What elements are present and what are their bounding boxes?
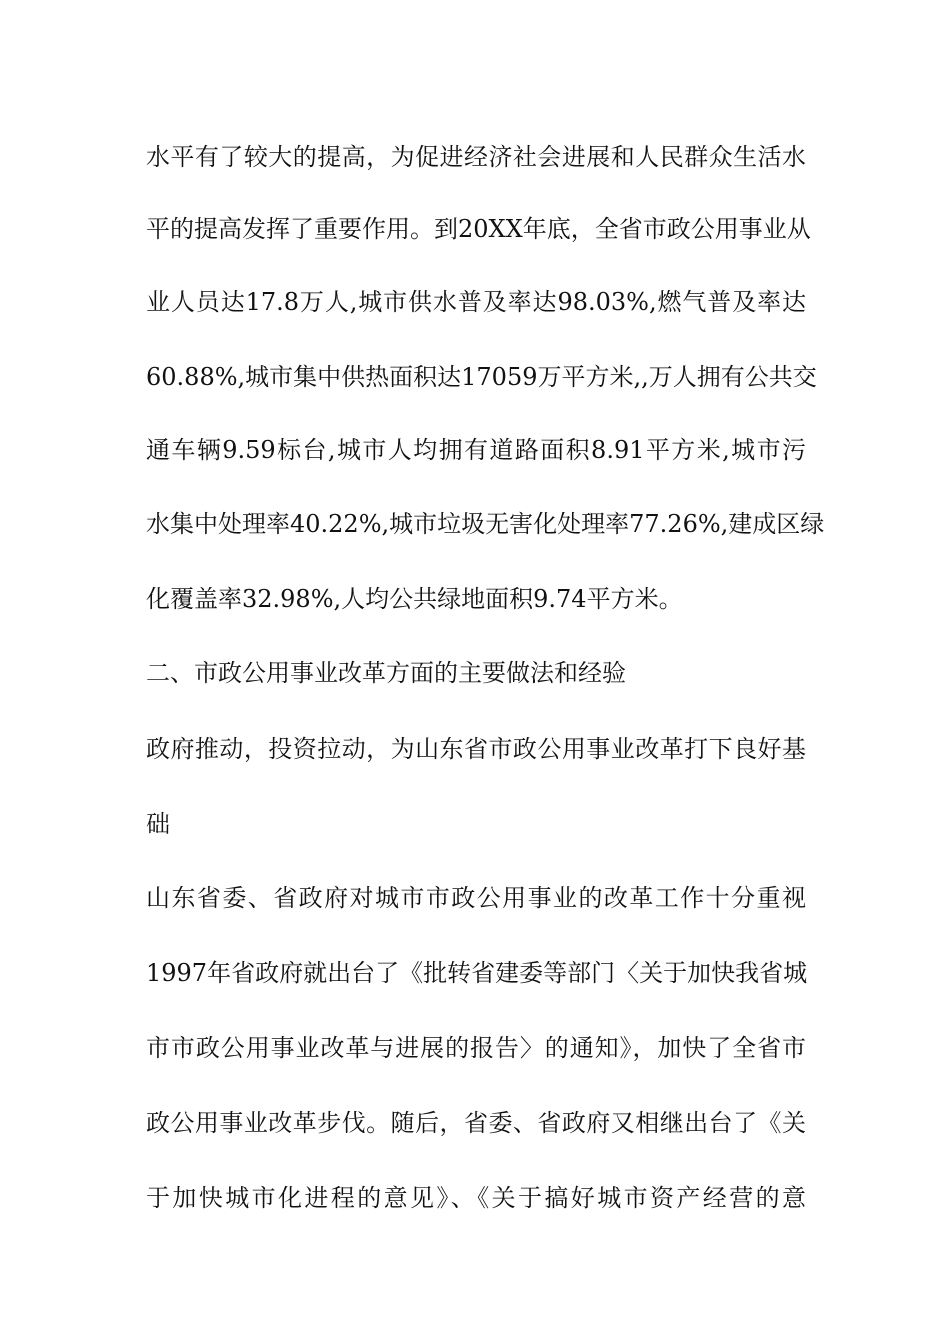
subheading-line-2: 础 <box>146 810 170 838</box>
text-line-6: 水集中处理率40.22%,城市垃圾无害化处理率77.26%,建成区绿 <box>146 510 825 538</box>
text-line-15: 于加快城市化进程的意见》、《关于搞好城市资产经营的意 <box>146 1184 806 1212</box>
text-line-3: 业人员达17.8万人,城市供水普及率达98.03%,燃气普及率达 <box>146 288 806 316</box>
text-line-12: 1997年省政府就出台了《批转省建委等部门〈关于加快我省城 <box>146 959 808 987</box>
text-line-4: 60.88%,城市集中供热面积达17059万平方米,,万人拥有公共交 <box>146 363 817 391</box>
text-line-11: 山东省委、省政府对城市市政公用事业的改革工作十分重视 <box>146 884 806 912</box>
text-line-5: 通车辆9.59标台,城市人均拥有道路面积8.91平方米,城市污 <box>146 436 806 464</box>
text-line-1: 水平有了较大的提高，为促进经济社会进展和人民群众生活水 <box>146 143 806 171</box>
text-line-13: 市市政公用事业改革与进展的报告〉的通知》，加快了全省市 <box>146 1034 806 1062</box>
subheading-line-1: 政府推动，投资拉动，为山东省市政公用事业改革打下良好基 <box>146 735 806 763</box>
text-line-14: 政公用事业改革步伐。随后，省委、省政府又相继出台了《关 <box>146 1109 806 1137</box>
text-line-7: 化覆盖率32.98%,人均公共绿地面积9.74平方米。 <box>146 585 683 613</box>
text-line-2: 平的提高发挥了重要作用。到20XX年底，全省市政公用事业从 <box>146 215 811 243</box>
section-heading: 二、市政公用事业改革方面的主要做法和经验 <box>146 659 626 687</box>
